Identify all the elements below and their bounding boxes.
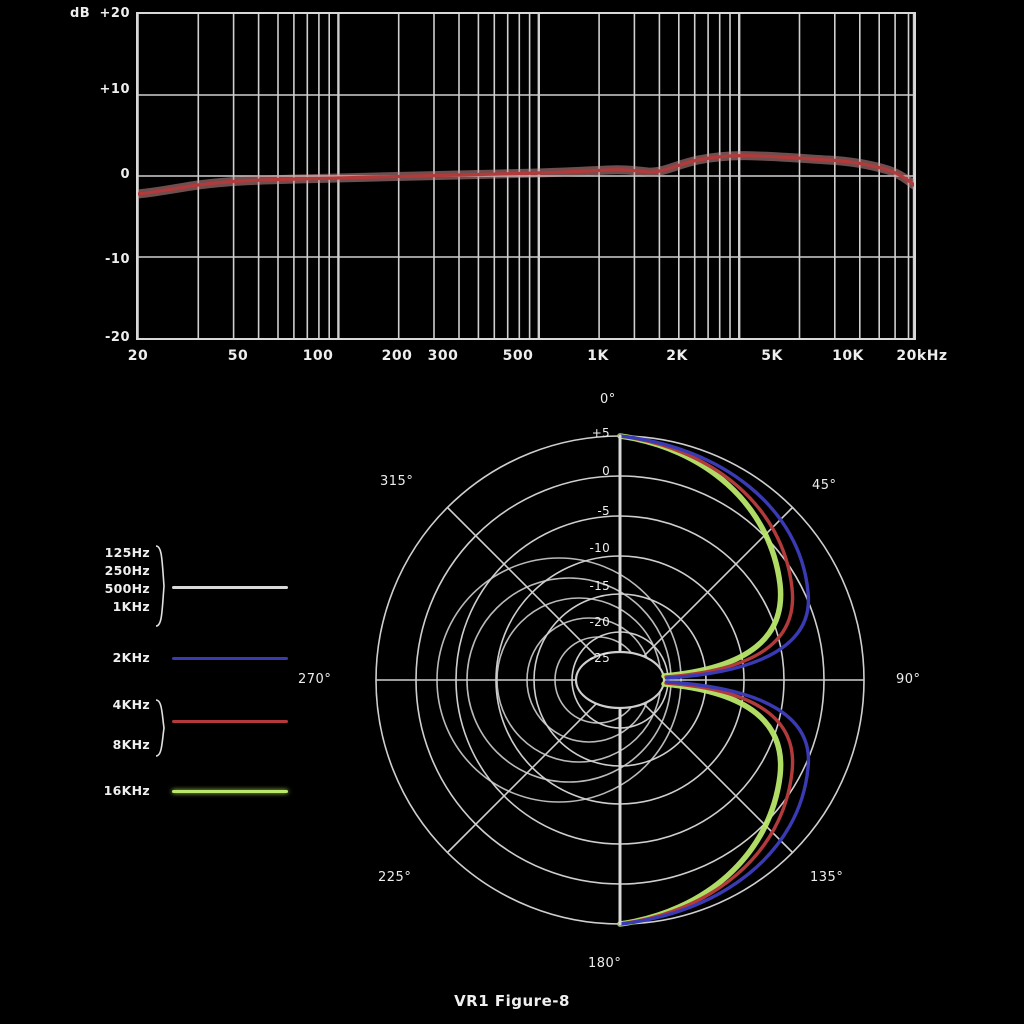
legend-label-4khz: 4KHz [112, 697, 150, 712]
x-tick-2k: 2K [666, 348, 688, 364]
legend-label-16khz: 16KHz [103, 783, 150, 798]
polar-angle-315: 315° [380, 474, 414, 489]
polar-radial-plus5: +5 [591, 426, 610, 440]
polar-angle-0: 0° [600, 392, 616, 407]
polar-svg [0, 386, 1024, 986]
polar-angle-135: 135° [810, 870, 844, 885]
db-unit-label: dB [70, 6, 91, 21]
polar-trace-4khz-8khz-lower [620, 683, 793, 924]
polar-trace-16khz [620, 436, 781, 676]
y-tick-minus10: -10 [105, 252, 130, 267]
polar-radial-minus25: -25 [589, 651, 610, 665]
x-tick-5k: 5K [761, 348, 783, 364]
figure-caption: VR1 Figure-8 [454, 992, 570, 1010]
polar-radial-minus10: -10 [589, 541, 610, 555]
frequency-response-chart [0, 0, 1024, 380]
x-tick-50: 50 [227, 348, 249, 364]
y-tick-zero: 0 [120, 167, 130, 182]
polar-angle-270: 270° [298, 672, 332, 687]
x-tick-20: 20 [127, 348, 149, 364]
x-tick-300: 300 [427, 348, 459, 364]
legend-label-125hz: 125Hz [104, 545, 150, 560]
frequency-response-svg [138, 14, 914, 338]
polar-radial-minus5: -5 [597, 504, 610, 518]
x-tick-10k: 10K [832, 348, 864, 364]
polar-angle-45: 45° [812, 478, 837, 493]
polar-radial-minus15: -15 [589, 579, 610, 593]
x-tick-200: 200 [381, 348, 413, 364]
legend-label-250hz: 250Hz [104, 563, 150, 578]
polar-angle-180: 180° [588, 956, 622, 971]
x-tick-100: 100 [302, 348, 334, 364]
x-tick-20khz: 20kHz [896, 348, 948, 364]
polar-trace-16khz-lower [620, 684, 781, 924]
polar-radial-minus20: -20 [589, 615, 610, 629]
polar-pattern-chart [0, 386, 1024, 1024]
legend-label-2khz: 2KHz [112, 650, 150, 665]
polar-angle-225: 225° [378, 870, 412, 885]
legend-label-500hz: 500Hz [104, 581, 150, 596]
frequency-response-plot-area [136, 12, 916, 340]
polar-radial-0: 0 [602, 464, 610, 478]
legend-label-8khz: 8KHz [112, 737, 150, 752]
x-tick-1k: 1K [587, 348, 609, 364]
y-tick-minus20: -20 [105, 330, 130, 345]
y-tick-plus10: +10 [99, 82, 130, 97]
x-tick-500: 500 [502, 348, 534, 364]
polar-trace-4khz-8khz [620, 436, 793, 677]
legend-label-1khz: 1KHz [112, 599, 150, 614]
y-tick-plus20: +20 [99, 6, 130, 21]
polar-angle-90: 90° [896, 672, 921, 687]
